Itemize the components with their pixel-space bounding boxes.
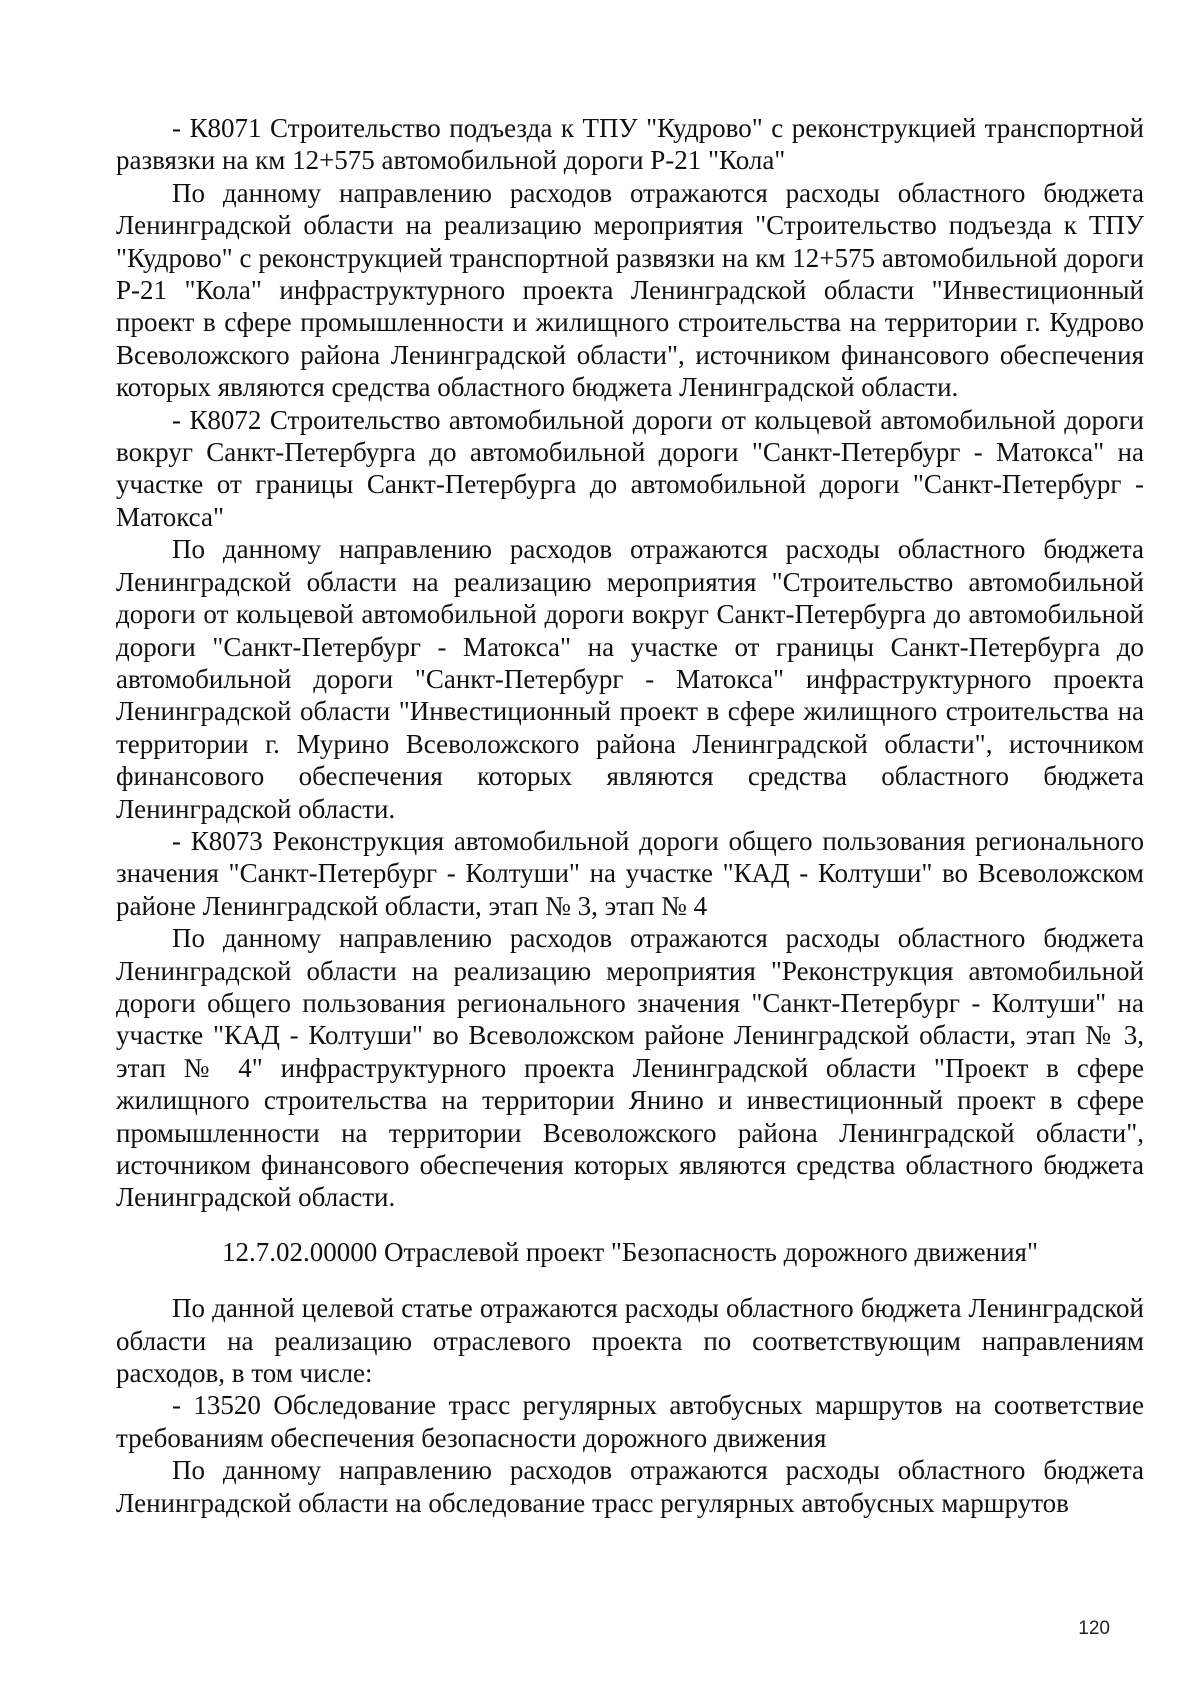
paragraph-13520-description: По данному направлению расходов отражаются расходы областного бюджета Ленинградской области на обследование трасс регулярных автобусных маршрутов (116, 1455, 1144, 1518)
page-body (116, 112, 1144, 1519)
paragraph-13520-title: - 13520 Обследование трасс регулярных автобусных маршрутов на соответствие требованиям обеспечения безопасности дорожного движения (116, 1390, 1144, 1453)
paragraph-k8071-description: По данному направлению расходов отражаются расходы областного бюджета Ленинградской области на реализацию мероприятия "Строительство подъезда к ТПУ "Кудрово" с реконструкцией транспортной развязки на км 12+575 автомобильной дороги Р-21 "Кола" инфраструктурного проекта Ленинградской области "Инвестиционный проект в сфере промышленности и жилищного строительства на территории г. Кудрово Всеволожского района Ленинградской области", источником финансового обеспечения которых являются средства областного бюджета Ленинградской области. (116, 177, 1144, 403)
section-heading: 12.7.02.00000 Отраслевой проект "Безопасность дорожного движения" (222, 1236, 1038, 1267)
paragraph-k8072-title: - К8072 Строительство автомобильной дороги от кольцевой автомобильной дороги вокруг Санкт-Петербурга до автомобильной дороги "Санкт-Петербург - Матокса" на участке от границы Санкт-Петербурга до автомобильной дороги "Санкт-Петербург - Матокса" (116, 404, 1144, 532)
paragraph-k8072-description: По данному направлению расходов отражаются расходы областного бюджета Ленинградской области на реализацию мероприятия "Строительство автомобильной дороги от кольцевой автомобильной дороги вокруг Санкт-Петербурга до автомобильной дороги "Санкт-Петербург - Матокса" на участке от границы Санкт-Петербурга до автомобильной дороги "Санкт-Петербург - Матокса" инфраструктурного проекта Ленинградской области "Инвестиционный проект в сфере жилищного строительства на территории г. Мурино Всеволожского района Ленинградской области", источником финансового обеспечения которых являются средства областного бюджета Ленинградской области. (116, 534, 1144, 824)
paragraph-k8073-description: По данному направлению расходов отражаются расходы областного бюджета Ленинградской области на реализацию мероприятия "Реконструкция автомобильной дороги общего пользования регионального значения "Санкт-Петербург - Колтуши" на участке "КАД - Колтуши" во Всеволожском районе Ленинградской области, этап № 3, этап № 4" инфраструктурного проекта Ленинградской области "Проект в сфере жилищного строительства на территории Янино и инвестиционный проект в сфере промышленности на территории Всеволожского района Ленинградской области", источником финансового обеспечения которых являются средства областного бюджета Ленинградской области. (116, 923, 1144, 1213)
paragraph-k8071-title: - К8071 Строительство подъезда к ТПУ "Кудрово" с реконструкцией транспортной развязки на км 12+575 автомобильной дороги Р-21 "Кола" (116, 113, 1144, 176)
paragraph-section-intro: По данной целевой статье отражаются расходы областного бюджета Ленинградской области на реализацию отраслевого проекта по соответствующим направлениям расходов, в том числе: (116, 1293, 1144, 1389)
page-number: 120 (1078, 1618, 1110, 1639)
paragraph-k8073-title: - К8073 Реконструкция автомобильной дороги общего пользования регионального значения "Санкт-Петербург - Колтуши" на участке "КАД - Колтуши" во Всеволожском районе Ленинградской области, этап № 3, этап № 4 (116, 825, 1144, 921)
